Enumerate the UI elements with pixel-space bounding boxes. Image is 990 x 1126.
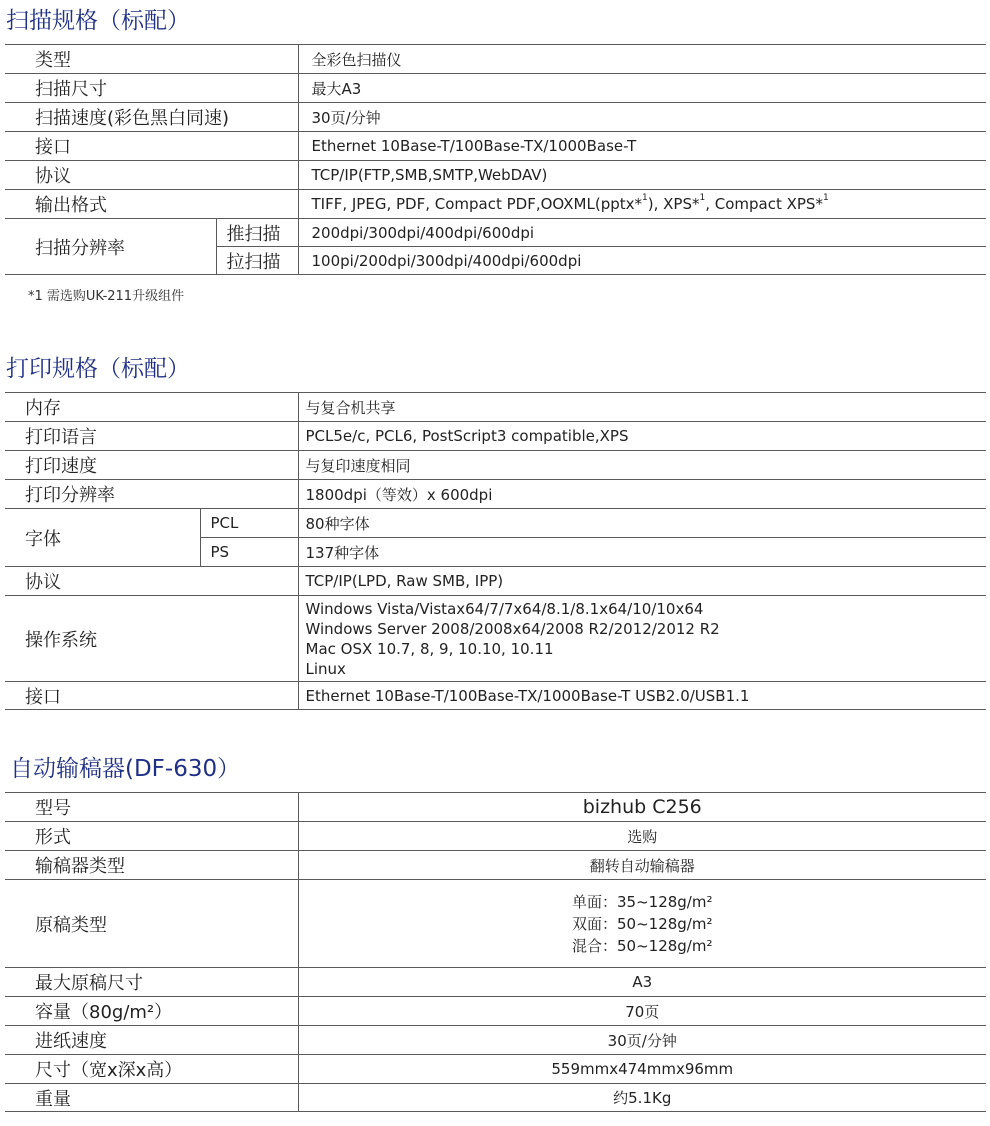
output-format-value: TIFF, JPEG, PDF, Compact PDF,OOXML(pptx*$^1$), XPS*$^1$, Compact XPS*$^1$ — [298, 190, 986, 219]
table-row — [5, 190, 986, 219]
originals-line: 单面：35~128g/m² — [572, 892, 713, 911]
row-label: 扫描速度(彩色黑白同速) — [5, 103, 298, 132]
table-row — [5, 997, 986, 1026]
row-value: 30页/分钟 — [298, 103, 986, 132]
table-row — [5, 822, 986, 851]
model-label: 型号 — [5, 793, 298, 822]
fonts-label: 字体 — [5, 509, 200, 567]
footnote-marker: 1 — [642, 193, 648, 203]
push-scan-value: 200dpi/300dpi/400dpi/600dpi — [298, 219, 986, 247]
originals-label: 原稿类型 — [5, 880, 298, 968]
max-size-value: A3 — [298, 968, 986, 997]
os-label: 操作系统 — [5, 596, 298, 682]
row-label: 接口 — [5, 132, 298, 161]
table-row — [5, 851, 986, 880]
row-label: 扫描尺寸 — [5, 74, 298, 103]
table-row — [5, 132, 986, 161]
print-language-value: PCL5e/c, PCL6, PostScript3 compatible,XPS — [298, 422, 986, 451]
table-row — [5, 480, 986, 509]
memory-label: 内存 — [5, 393, 298, 422]
max-size-label: 最大原稿尺寸 — [5, 968, 298, 997]
os-line: Linux — [305, 659, 346, 678]
os-value — [298, 596, 986, 682]
table-row — [5, 451, 986, 480]
originals-line: 混合：50~128g/m² — [572, 936, 713, 955]
row-value: Ethernet 10Base-T/100Base-TX/1000Base-T — [298, 132, 986, 161]
originals-line: 双面：50~128g/m² — [572, 914, 713, 933]
print-speed-value: 与复印速度相同 — [298, 451, 986, 480]
capacity-value: 70页 — [298, 997, 986, 1026]
row-value: TCP/IP(FTP,SMB,SMTP,WebDAV) — [298, 161, 986, 190]
interface-label: 接口 — [5, 682, 298, 710]
originals-value — [298, 880, 986, 968]
row-label: 协议 — [5, 161, 298, 190]
print-spec-title: 打印规格（标配） — [6, 356, 190, 382]
scan-spec-title: 扫描规格（标配） — [6, 8, 190, 34]
dimensions-label: 尺寸（宽x深x高） — [5, 1055, 298, 1084]
feed-speed-value: 30页/分钟 — [298, 1026, 986, 1055]
pull-scan-value: 100pi/200dpi/300dpi/400dpi/600dpi — [298, 247, 986, 275]
ps-label: PS — [200, 538, 298, 567]
table-row — [5, 793, 986, 822]
scan-spec-table — [5, 44, 986, 275]
push-scan-label: 推扫描 — [216, 219, 298, 247]
pcl-value: 80种字体 — [298, 509, 986, 538]
weight-value: 约5.1Kg — [298, 1084, 986, 1112]
pcl-label: PCL — [200, 509, 298, 538]
scan-resolution-label: 扫描分辨率 — [5, 219, 216, 275]
table-row — [5, 219, 986, 247]
table-row — [5, 103, 986, 132]
protocol-value: TCP/IP(LPD, Raw SMB, IPP) — [298, 567, 986, 596]
table-row — [5, 509, 986, 538]
protocol-label: 协议 — [5, 567, 298, 596]
adf-spec-title: 自动输稿器(DF-630） — [10, 756, 241, 782]
scan-footnote: *1 需选购UK-211升级组件 — [28, 289, 185, 304]
os-line: Windows Vista/Vistax64/7/7x64/8.1/8.1x64/10/10x64 — [305, 599, 704, 618]
table-row — [5, 161, 986, 190]
table-row — [5, 880, 986, 968]
table-row — [5, 45, 986, 74]
table-row — [5, 1084, 986, 1112]
interface-value: Ethernet 10Base-T/100Base-TX/1000Base-T USB2.0/USB1.1 — [298, 682, 986, 710]
row-label: 输出格式 — [5, 190, 298, 219]
model-value: bizhub C256 — [298, 793, 986, 822]
print-resolution-value: 1800dpi（等效）x 600dpi — [298, 480, 986, 509]
adf-spec-table — [5, 792, 986, 1112]
table-row — [5, 422, 986, 451]
row-value: 全彩色扫描仪 — [298, 45, 986, 74]
table-row — [5, 968, 986, 997]
table-row — [5, 1055, 986, 1084]
table-row — [5, 1026, 986, 1055]
row-label: 类型 — [5, 45, 298, 74]
table-row — [5, 567, 986, 596]
os-line: Mac OSX 10.7, 8, 9, 10.10, 10.11 — [305, 639, 554, 658]
footnote-marker: 1 — [699, 193, 706, 203]
table-row — [5, 393, 986, 422]
table-row — [5, 74, 986, 103]
row-value: 最大A3 — [298, 74, 986, 103]
dimensions-value: 559mmx474mmx96mm — [298, 1055, 986, 1084]
memory-value: 与复合机共享 — [298, 393, 986, 422]
weight-label: 重量 — [5, 1084, 298, 1112]
form-value: 选购 — [298, 822, 986, 851]
adf-type-label: 输稿器类型 — [5, 851, 298, 880]
feed-speed-label: 进纸速度 — [5, 1026, 298, 1055]
form-label: 形式 — [5, 822, 298, 851]
table-row — [5, 596, 986, 682]
print-resolution-label: 打印分辨率 — [5, 480, 298, 509]
os-line: Windows Server 2008/2008x64/2008 R2/2012/2012 R2 — [305, 619, 720, 638]
print-spec-table — [5, 392, 986, 710]
ps-value: 137种字体 — [298, 538, 986, 567]
capacity-label: 容量（80g/m²） — [5, 997, 298, 1026]
adf-type-value: 翻转自动输稿器 — [298, 851, 986, 880]
print-speed-label: 打印速度 — [5, 451, 298, 480]
pull-scan-label: 拉扫描 — [216, 247, 298, 275]
print-language-label: 打印语言 — [5, 422, 298, 451]
table-row — [5, 682, 986, 710]
footnote-marker: 1 — [822, 193, 829, 203]
